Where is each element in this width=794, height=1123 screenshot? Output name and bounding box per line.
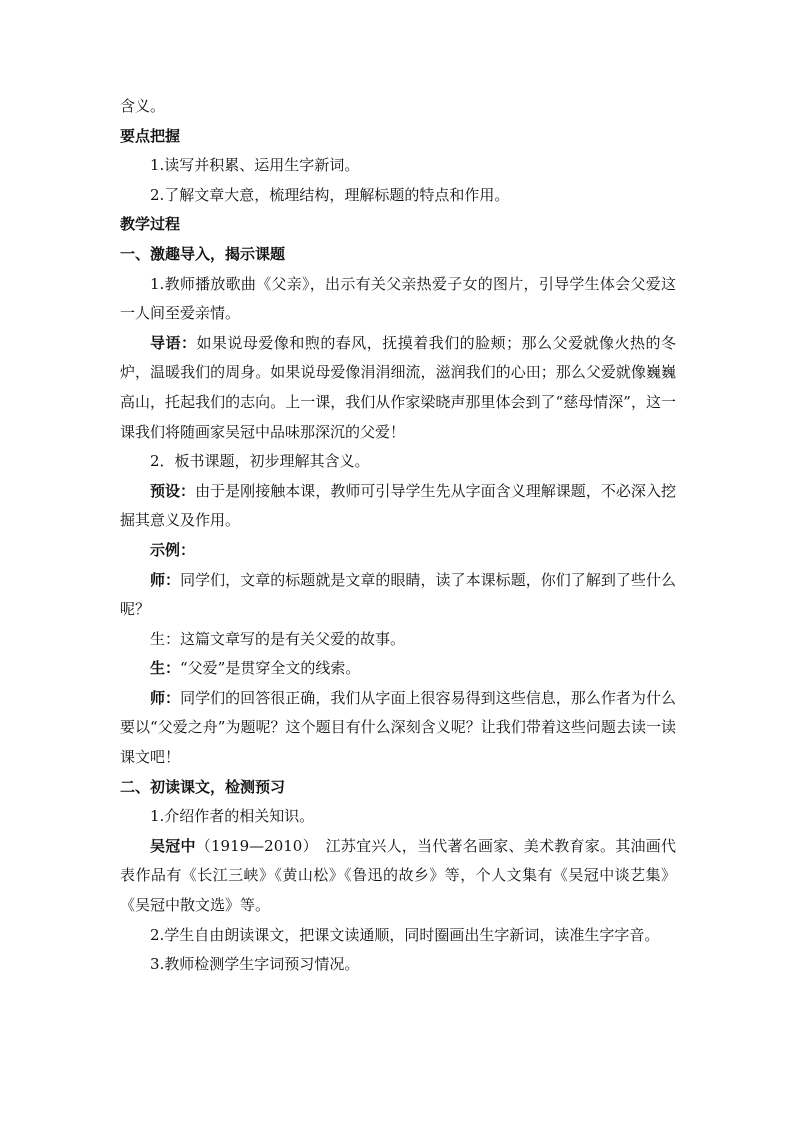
heading-section-1: 一、激趣导入，揭示课题 — [120, 244, 286, 263]
paragraph-author-bio — [120, 832, 676, 921]
key-point-2: 2.了解文章大意，梳理结构，理解标题的特点和作用。 — [150, 185, 510, 204]
label-preset: 预设： — [150, 481, 196, 500]
text-student-2: “父爱”是贯穿全文的线索。 — [180, 659, 361, 678]
label-intro: 导语： — [150, 333, 197, 352]
key-point-1: 1.读写并积累、运用生字新词。 — [150, 156, 360, 175]
continuation-line: 含义。 — [120, 97, 166, 115]
heading-section-2: 二、初读课文，检测预习 — [120, 777, 286, 796]
paragraph-title-writing: 2．板书课题，初步理解其含义。 — [150, 452, 370, 471]
heading-key-points: 要点把握 — [120, 126, 181, 145]
dialogue-student-2 — [120, 654, 676, 684]
author-name: 吴冠中 — [150, 836, 196, 855]
paragraph-check: 3.教师检测学生字词预习情况。 — [150, 955, 360, 974]
text-teacher-2: 同学们的回答很正确，我们从字面上很容易得到这些信息，那么作者为什么要以“父爱之舟”为题呢？这个题目有什么深刻含义呢？让我们带着这些问题去读一读课文吧！ — [120, 688, 676, 767]
paragraph-reading: 2.学生自由朗读课文，把课文读通顺，同时圈画出生字新词，读准生字字音。 — [150, 925, 660, 944]
label-student: 生： — [150, 629, 181, 648]
text-teacher-1: 同学们，文章的标题就是文章的眼睛，读了本课标题，你们了解到了些什么呢？ — [120, 570, 676, 619]
text-student-1: 这篇文章写的是有关父爱的故事。 — [180, 629, 406, 648]
heading-teaching-process: 教学过程 — [120, 215, 181, 234]
dialogue-teacher-1 — [120, 566, 676, 625]
dialogue-teacher-2 — [120, 684, 676, 773]
label-teacher: 师： — [150, 688, 181, 707]
label-student: 生： — [150, 659, 181, 678]
paragraph-intro — [120, 329, 676, 447]
text-intro: 如果说母爱像和煦的春风，抚摸着我们的脸颊；那么父爱就像火热的冬炉，温暖我们的周身。如果说母爱像涓涓细流，滋润我们的心田；那么父爱就像巍巍高山，托起我们的志向。上一课，我们从作家梁晓声那里体会到了“慈母情深”，这一课我们将随画家吴冠中品味那深沉的父爱！ — [120, 333, 676, 441]
paragraph-author-intro: 1.介绍作者的相关知识。 — [150, 807, 315, 826]
label-teacher: 师： — [150, 570, 181, 589]
author-bio-text: （1919—2010） 江苏宜兴人，当代著名画家、美术教育家。其油画代表作品有《长江三峡》《黄山松》《鲁迅的故乡》等，个人文集有《吴冠中谈艺集》《吴冠中散文选》等。 — [120, 836, 676, 915]
paragraph-preset — [120, 477, 676, 536]
text-preset: 由于是刚接触本课，教师可引导学生先从字面含义理解课题，不必深入挖掘其意义及作用。 — [120, 481, 676, 530]
label-example: 示例： — [150, 540, 196, 559]
dialogue-student-1 — [120, 625, 676, 655]
paragraph-song: 1.教师播放歌曲《父亲》，出示有关父亲热爱子女的图片，引导学生体会父爱这一人间至爱亲情。 — [120, 274, 676, 323]
